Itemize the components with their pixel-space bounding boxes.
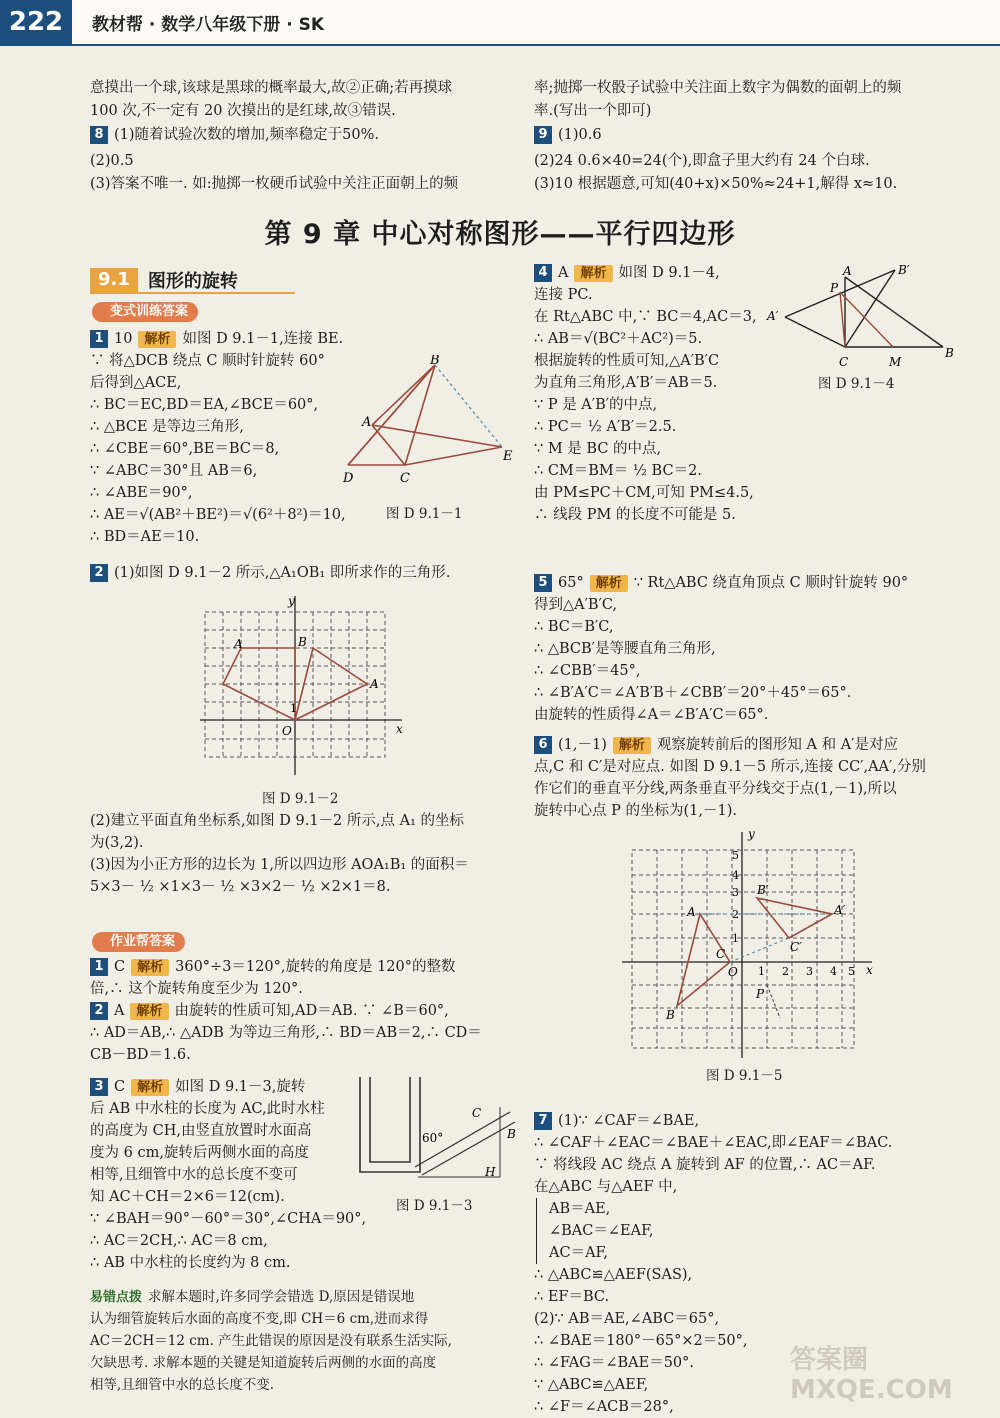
text-line: (2)24 0.6×40=24(个),即盒子里大约有 24 个白球.	[534, 153, 870, 169]
answer-1: 1 10 解析 如图 D 9.1－1,连接 BE. ∵ 将△DCB 绕点 C 顺时针旋转 60° 后得到△ACE, ∴ BC＝EC,BD＝EA,∠BCE＝60°, ∴ △BCE 是等边三角形, ∴ ∠CBE＝60°,BE＝BC＝8, ∵ ∠ABC＝30°且 AB＝6, ∴ ∠ABE＝90°, ∴ AE＝√(AB²＋BE²)＝√(6²＋8²)＝10, ∴ BD＝AE＝10.	[90, 331, 346, 545]
svg-text:B: B	[298, 635, 307, 649]
figure-caption: 图 D 9.1－3	[396, 1198, 473, 1214]
figure-caption: 图 D 9.1－2	[262, 791, 339, 807]
question-number: 8	[90, 126, 108, 144]
svg-text:M: M	[889, 355, 902, 369]
text-line: 100 次,不一定有 20 次摸出的是红球,故③错误.	[90, 103, 396, 119]
note-label: 易错点拨	[90, 1290, 143, 1305]
svg-text:A′: A′	[834, 903, 846, 917]
answer-6: 6 (1,－1) 解析 观察旋转前后的图形知 A 和 A′是对应 点,C 和 C′是对应点. 如图 D 9.1－5 所示,连接 CC′,AA′,分别 作它们的垂直平分线,两条垂直平分线交于点(1,－1),所以 旋转中心点 P 的坐标为(1,－1).	[534, 737, 926, 819]
svg-text:P: P	[756, 987, 765, 1001]
svg-text:C′: C′	[790, 940, 802, 954]
svg-text:A: A	[843, 264, 852, 278]
svg-text:4: 4	[732, 869, 739, 882]
svg-text:60°: 60°	[422, 1131, 444, 1145]
figure-d9-1-5	[620, 828, 880, 1060]
svg-text:y: y	[288, 594, 295, 608]
svg-text:C: C	[400, 471, 410, 486]
svg-text:O: O	[728, 965, 738, 979]
figure-d9-1-1	[340, 355, 520, 495]
svg-text:C: C	[716, 947, 726, 961]
svg-text:2: 2	[732, 908, 739, 921]
svg-text:A′: A′	[767, 309, 779, 323]
figure-caption: 图 D 9.1－4	[818, 376, 895, 392]
svg-text:5: 5	[732, 849, 739, 862]
section-title: 图形的旋转	[147, 271, 238, 292]
answer-2-text: (2)建立平面直角坐标系,如图 D 9.1－2 所示,点 A₁ 的坐标 为(3,2). (3)因为小正方形的边长为 1,所以四边形 AOA₁B₁ 的面积＝ 5×3－ ½ ×1×3－ ½ ×3×2－ ½ ×2×1＝8.	[90, 813, 469, 895]
svg-text:3: 3	[732, 886, 739, 899]
svg-text:1: 1	[758, 965, 765, 978]
svg-text:5: 5	[848, 965, 855, 978]
svg-text:x: x	[866, 963, 873, 977]
answer-4: 4 A 解析 如图 D 9.1－4, 连接 PC. 在 Rt△ABC 中,∵ BC＝4,AC＝3, ∴ AB＝√(BC²＋AC²)＝5. 根据旋转的性质可知,△A′B′C 为直角三角形,A′B′＝AB＝5. ∵ P 是 A′B′的中点, ∴ PC＝ ½ A′B′＝2.5. ∵ M 是 BC 的中点, ∴ CM＝BM＝ ½ BC＝2. 由 PM≤PC＋CM,可知 PM≤4.5, ∴ 线段 PM 的长度不可能是 5.	[534, 265, 757, 523]
chapter-title: 第 9 章 中心对称图形——平行四边形	[264, 219, 736, 250]
svg-text:B′: B′	[898, 263, 910, 277]
answer-2-line: 2 (1)如图 D 9.1－2 所示,△A₁OB₁ 即所求作的三角形.	[90, 563, 450, 583]
svg-text:B: B	[666, 1008, 675, 1022]
svg-text:B: B	[430, 355, 440, 368]
watermark: 答案圈 MXQE.COM	[790, 1345, 953, 1405]
page-number: 222	[0, 0, 72, 44]
svg-text:A: A	[362, 415, 372, 430]
text-line: 意摸出一个球,该球是黑球的概率最大,故②正确;若再摸球	[90, 80, 453, 96]
svg-text:x: x	[396, 722, 403, 736]
svg-text:A: A	[687, 905, 696, 919]
svg-text:O: O	[282, 724, 292, 738]
figure-d9-1-3	[350, 1072, 525, 1192]
variant-answers-ribbon: 变式训练答案	[92, 302, 198, 322]
answer-5: 5 65° 解析 ∵ Rt△ABC 绕直角顶点 C 顺时针旋转 90° 得到△A′B′C, ∴ BC＝B′C, ∴ △BCB′是等腰直角三角形, ∴ ∠CBB′＝45°, ∴ ∠B′A′C＝∠A′B′B＋∠CBB′＝20°＋45°＝65°. 由旋转的性质得∠A＝∠B′A′C＝65°.	[534, 575, 909, 723]
answer-7: 7 (1)∵ ∠CAF＝∠BAE, ∴ ∠CAF＋∠EAC＝∠BAE＋∠EAC,即∠EAF＝∠BAC. ∵ 将线段 AC 绕点 A 旋转到 AF 的位置,∴ AC＝AF. 在△ABC 与△AEF 中, AB＝AE, ∠BAC＝∠EAF, AC＝AF, ∴ △ABC≌△AEF(SAS), ∴ EF＝BC. (2)∵ AB＝AE,∠ABC＝65°, ∴ ∠BAE＝180°－65°×2＝50°, ∴ ∠FAG＝∠BAE＝50°. ∵ △ABC≌△AEF, ∴ ∠F＝∠ACB＝28°,	[534, 1110, 974, 1418]
section-heading	[90, 268, 238, 292]
svg-text:1: 1	[290, 702, 297, 715]
figure-caption: 图 D 9.1－1	[386, 506, 463, 522]
svg-text:B: B	[507, 1127, 516, 1141]
svg-text:4: 4	[830, 965, 837, 978]
figure-d9-1-2	[200, 590, 415, 780]
text-line: (2)0.5	[90, 153, 134, 169]
svg-text:E: E	[503, 449, 513, 464]
svg-text:A: A	[234, 637, 243, 651]
text-line: (3)答案不唯一. 如:抛掷一枚硬币试验中关注正面朝上的频	[90, 176, 459, 192]
question-number: 9	[534, 126, 552, 144]
section-number: 9.1	[90, 268, 138, 292]
error-note: 易错点拨 求解本题时,许多同学会错选 D,原因是错误地 认为细管旋转后水面的高度不变,即 CH＝6 cm,进而求得 AC＝2CH＝12 cm. 产生此错误的原因是没有联系生活实际, 欠缺思考. 求解本题的关键是知道旋转后两侧的水面的高度 相等,且细管中水的总长度不变.	[90, 1289, 452, 1393]
homework-answer-3: 3 C 解析 如图 D 9.1－3,旋转 后 AB 中水柱的长度为 AC,此时水柱 的高度为 CH,由竖直放置时水面高 度为 6 cm,旋转后两侧水面的高度 相等,且细管中水的总长度不变可 知 AC＋CH＝2×6＝12(cm). ∵ ∠BAH＝90°－60°＝30°,∠CHA＝90°, ∴ AC＝2CH,∴ AC＝8 cm, ∴ AB 中水柱的长度约为 8 cm.	[90, 1079, 367, 1271]
text-line: 8 (1)随着试验次数的增加,频率稳定于50%.	[90, 125, 379, 145]
svg-text:D: D	[343, 471, 354, 486]
svg-text:A: A	[370, 677, 379, 691]
text-line: 9 (1)0.6	[534, 125, 602, 145]
text-line: 率.(写出一个即可)	[534, 103, 652, 119]
homework-answers: 1 C 解析 360°÷3＝120°,旋转的角度是 120°的整数 倍,∴ 这个旋转角度至少为 120°. 2 A 解析 由旋转的性质可知,AD＝AB. ∵ ∠B＝60°, ∴ AD＝AB,∴ △ADB 为等边三角形,∴ BD＝AB＝2,∴ CD＝ CB－BD＝1.6.	[90, 959, 482, 1063]
svg-text:C: C	[472, 1106, 482, 1120]
svg-text:P: P	[830, 281, 839, 295]
svg-text:B′: B′	[757, 883, 769, 897]
figure-caption: 图 D 9.1－5	[706, 1068, 783, 1084]
homework-answers-ribbon: 作业帮答案	[92, 932, 185, 952]
svg-text:2: 2	[782, 965, 789, 978]
page-header	[0, 0, 1000, 46]
svg-text:y: y	[748, 828, 755, 841]
svg-text:1: 1	[732, 932, 739, 945]
svg-text:3: 3	[806, 965, 813, 978]
figure-d9-1-4	[765, 262, 965, 377]
svg-text:C: C	[839, 355, 849, 369]
text-line: (3)10 根据题意,可知(40+x)×50%≈24+1,解得 x≈10.	[534, 176, 898, 192]
svg-text:H: H	[485, 1165, 496, 1179]
svg-text:B: B	[945, 346, 954, 360]
section-underline	[90, 292, 295, 294]
book-title: 教材帮 · 数学八年级下册 · SK	[92, 15, 325, 35]
text-line: 率;抛掷一枚骰子试验中关注面上数字为偶数的面朝上的频	[534, 80, 902, 96]
